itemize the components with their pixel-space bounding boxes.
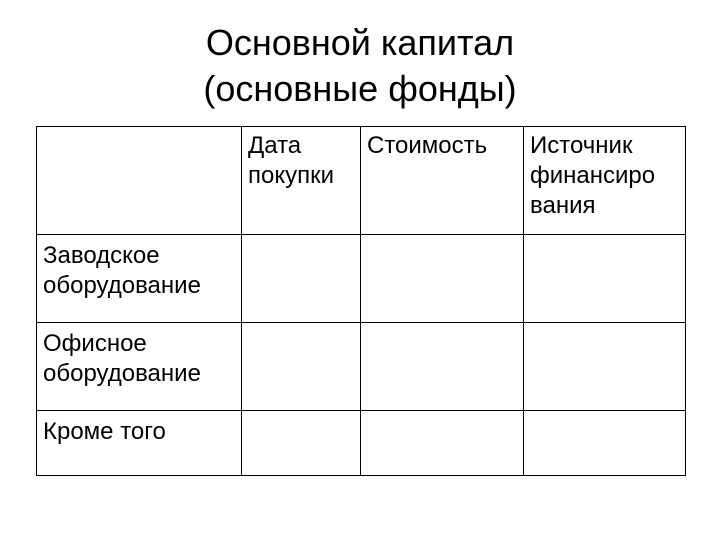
- header-corner-cell: [37, 127, 242, 235]
- table-cell: [242, 411, 361, 476]
- table-cell: [242, 235, 361, 323]
- table-row: [37, 235, 686, 323]
- row-label: Кроме того: [43, 418, 166, 445]
- row-label-cell: [37, 323, 242, 411]
- row-label-cell: [37, 411, 242, 476]
- column-header-purchase-date: [242, 127, 361, 235]
- page-title-line-1: Основной капитал: [205, 22, 515, 63]
- table-cell: [524, 235, 686, 323]
- table-cell: [361, 411, 524, 476]
- page-title-line-2: (основные фонды): [203, 68, 517, 109]
- column-header-cost: [361, 127, 524, 235]
- table-header-row: [37, 127, 686, 235]
- row-label: Офисное оборудование: [43, 330, 201, 387]
- table-row: [37, 411, 686, 476]
- table-row: [37, 323, 686, 411]
- column-header-funding-source: [524, 127, 686, 235]
- row-label-cell: [37, 235, 242, 323]
- table-cell: [361, 235, 524, 323]
- table-cell: [361, 323, 524, 411]
- page-title: [0, 20, 720, 112]
- table-cell: [524, 411, 686, 476]
- fixed-assets-table: [36, 126, 686, 476]
- table-cell: [242, 323, 361, 411]
- column-header-label: Стоимость: [367, 132, 488, 159]
- table-cell: [524, 323, 686, 411]
- row-label: Заводское оборудование: [43, 242, 201, 299]
- column-header-label: Дата покупки: [248, 132, 335, 189]
- column-header-label: Источник финансиро вания: [530, 132, 656, 219]
